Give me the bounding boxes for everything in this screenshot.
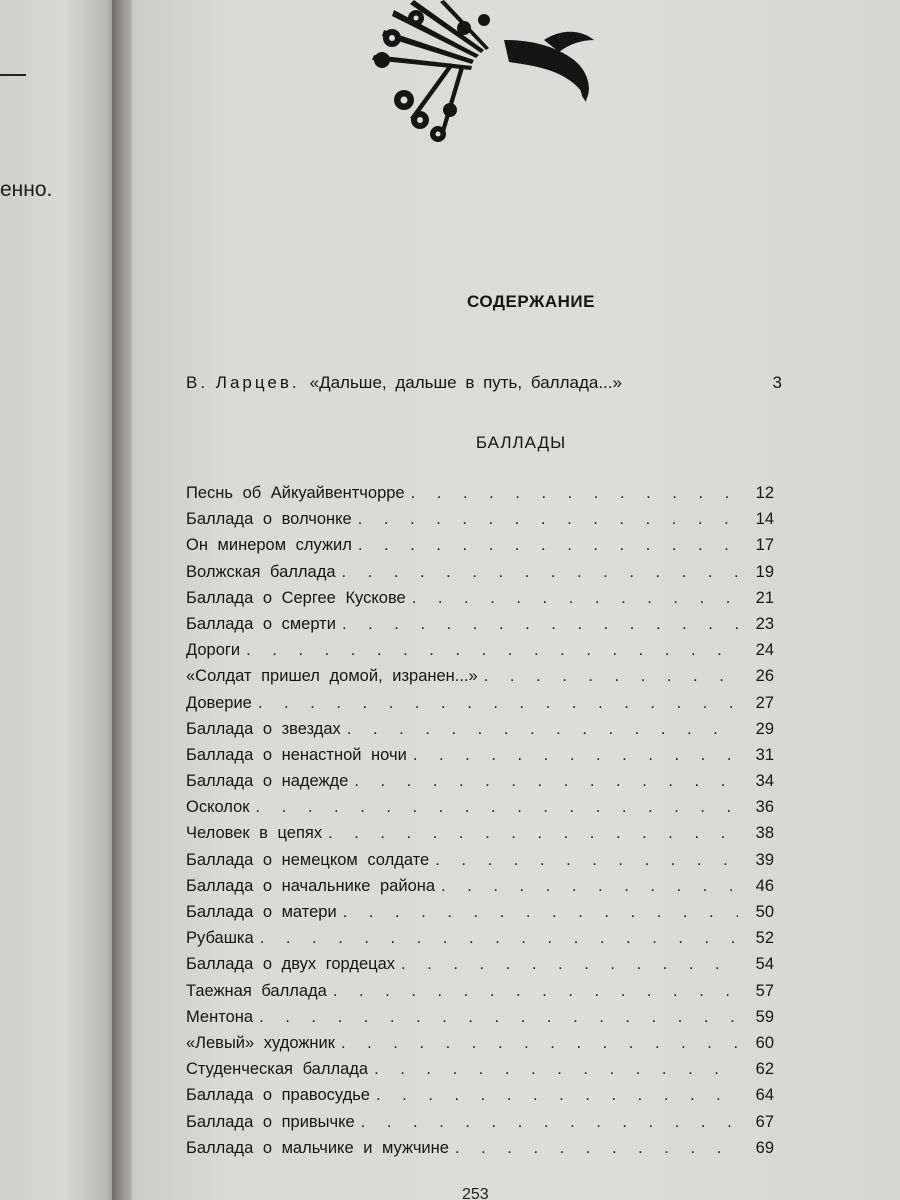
toc-entry-title: Баллада о звездах — [186, 719, 341, 738]
dot-leader — [412, 589, 738, 608]
toc-entry-page: 14 — [755, 510, 774, 529]
dot-leader — [401, 955, 738, 974]
dot-leader — [413, 746, 738, 765]
dot-leader — [343, 903, 738, 922]
dot-leader — [441, 877, 738, 896]
toc-entry-title: Баллада о привычке — [186, 1112, 355, 1131]
toc-entry-page: 69 — [755, 1138, 774, 1157]
toc-entry-title: Баллада о Сергее Кускове — [186, 588, 406, 607]
dot-leader — [258, 694, 738, 713]
toc-entry — [186, 484, 774, 510]
dot-leader — [455, 1139, 738, 1158]
intro-author: В. Ларцев. — [186, 373, 300, 392]
toc-entry-page: 29 — [755, 719, 774, 738]
toc-entry-title: Доверие — [186, 693, 252, 712]
toc-entry-page: 26 — [755, 667, 774, 686]
dot-leader — [341, 1034, 738, 1053]
toc-entry — [186, 824, 774, 850]
toc-entry-page: 50 — [755, 903, 774, 921]
toc-entry-page: 64 — [755, 1086, 774, 1105]
toc-entry-title: Баллада о начальнике района — [186, 876, 436, 895]
toc-entry — [186, 641, 774, 667]
toc-entry — [186, 746, 774, 772]
toc-entry-page: 57 — [755, 981, 774, 1000]
toc-entry-page: 31 — [755, 745, 774, 764]
toc-entry-page: 54 — [755, 955, 774, 974]
toc-entry-page: 24 — [755, 641, 774, 660]
toc-entry-title: Баллада о двух гордецах — [186, 955, 396, 974]
toc-entry-title: Рубашка — [186, 929, 254, 948]
toc-entry-page: 23 — [755, 614, 774, 633]
toc-entry-title: Волжская баллада — [186, 562, 336, 581]
toc-entry — [186, 877, 774, 903]
toc-entry-page: 52 — [755, 929, 774, 948]
toc-entry-page: 17 — [755, 536, 774, 555]
dot-leader — [358, 510, 738, 529]
dot-leader — [342, 615, 738, 634]
toc-entry-title: «Солдат пришел домой, изранен...» — [186, 667, 478, 686]
toc-entry — [186, 929, 774, 955]
dot-leader — [259, 1008, 738, 1027]
toc-entry-title: Баллада о смерти — [186, 614, 336, 633]
toc-entry — [186, 1113, 774, 1139]
dot-leader — [256, 798, 738, 817]
toc-entry — [186, 1060, 774, 1086]
dot-leader — [347, 720, 738, 739]
dot-leader — [260, 929, 738, 948]
toc-entry — [186, 798, 774, 824]
dot-leader — [361, 1113, 738, 1132]
toc-entry — [186, 1086, 774, 1112]
toc-entry-page: 12 — [755, 484, 774, 502]
flower-bouquet-ornament — [354, 0, 614, 150]
toc-entry — [186, 536, 774, 562]
dot-leader — [411, 484, 738, 503]
dot-leader — [333, 982, 738, 1001]
toc-entry-title: Баллада о волчонке — [186, 510, 352, 529]
toc-entry — [186, 772, 774, 798]
toc-entry — [186, 615, 774, 641]
toc-entry-title: Дороги — [186, 641, 241, 660]
toc-entry-title: «Левый» художник — [186, 1033, 335, 1052]
contents-heading: СОДЕРЖАНИЕ — [467, 292, 595, 311]
intro-page-number: 3 — [772, 373, 782, 392]
toc-entry — [186, 903, 774, 929]
toc-entry-page: 34 — [755, 772, 774, 791]
intro-entry — [186, 373, 782, 393]
toc-entry — [186, 1008, 774, 1034]
dot-leader — [374, 1060, 738, 1079]
dot-leader — [358, 536, 738, 555]
toc-entry-title: Баллада о мальчике и мужчине — [186, 1138, 449, 1157]
toc-entry-page: 19 — [755, 562, 774, 581]
dot-leader — [354, 772, 738, 791]
toc-entry — [186, 1034, 774, 1060]
intro-title: «Дальше, дальше в путь, баллада...» — [309, 373, 622, 392]
dot-leader — [342, 563, 739, 582]
toc-entry — [186, 589, 774, 615]
toc-entry — [186, 667, 774, 693]
toc-entry-page: 67 — [755, 1112, 774, 1131]
dot-leader — [246, 641, 738, 660]
toc-entry-page: 36 — [755, 798, 774, 817]
toc-entry-title: Баллада о правосудье — [186, 1086, 370, 1105]
toc-entry-page: 60 — [755, 1033, 774, 1052]
left-page-rule — [0, 74, 26, 76]
toc-entry-title: Баллада о матери — [186, 903, 337, 921]
dot-leader — [435, 851, 738, 870]
toc-entry — [186, 955, 774, 981]
toc-entry — [186, 1139, 774, 1165]
toc-entry-title: Студенческая баллада — [186, 1060, 369, 1079]
toc-entry-page: 62 — [755, 1060, 774, 1079]
toc-entry-title: Ментона — [186, 1007, 254, 1026]
toc-entry-title: Он минером служил — [186, 536, 352, 555]
page-number: 253 — [462, 1186, 489, 1200]
toc-entry — [186, 720, 774, 746]
toc-entry-title: Человек в цепях — [186, 824, 323, 843]
toc-entry-title: Песнь об Айкуайвентчорре — [186, 484, 405, 502]
toc-entry-page: 38 — [755, 824, 774, 843]
toc-entry-page: 27 — [755, 693, 774, 712]
toc-entry-title: Таежная баллада — [186, 981, 327, 1000]
toc-entry — [186, 563, 774, 589]
toc-entry-title: Осколок — [186, 798, 250, 817]
section-heading: БАЛЛАДЫ — [475, 433, 567, 452]
toc-entry — [186, 851, 774, 877]
contents-page — [132, 0, 900, 1200]
toc-entry-title: Баллада о надежде — [186, 772, 349, 791]
toc-entry-page: 39 — [755, 850, 774, 869]
dot-leader — [484, 667, 738, 686]
toc-entry — [186, 982, 774, 1008]
dot-leader — [376, 1086, 738, 1105]
toc-entry-page: 46 — [755, 876, 774, 895]
toc-entry — [186, 510, 774, 536]
contents-list — [186, 484, 774, 1165]
toc-entry-title: Баллада о немецком солдате — [186, 850, 430, 869]
left-page — [0, 0, 118, 1200]
dot-leader — [328, 824, 738, 843]
toc-entry-title: Баллада о ненастной ночи — [186, 745, 407, 764]
toc-entry-page: 21 — [755, 588, 774, 607]
toc-entry — [186, 694, 774, 720]
left-page-text-fragment: енно. — [0, 178, 53, 201]
toc-entry-page: 59 — [755, 1007, 774, 1026]
